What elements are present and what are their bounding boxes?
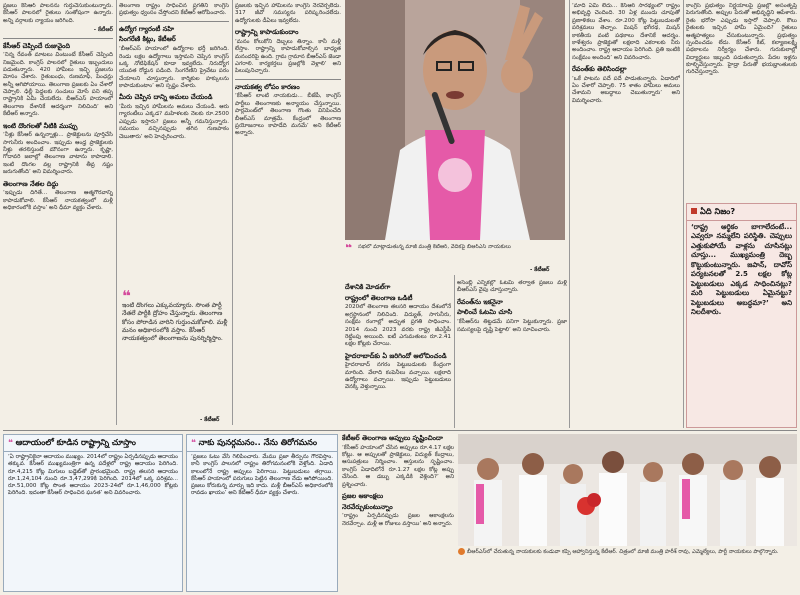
subheading: రాష్ట్రాన్ని కాపాడుకుందాం bbox=[235, 28, 299, 37]
paragraph: ‘నీళ్లు కేసీఆర్ ఉన్నన్నాళ్లు... ప్రాజెక్టులను పూర్తిచేసి సాగునీరు అందించాం. ఇప్పుడు ఆంధ్ర ప్రాజెక్టులకు నీళ్లు తరలిస్తుంటే మౌనంగా ఉన్నారు. కృష్ణా, గోదావరి జలాల్లో తెలంగాణ వాటాను కాపాడాలి. ఇంటి దొంగల వల్ల రాష్ట్రానికి తీవ్ర నష్టం జరుగుతోంది’ అని విమర్శించారు. bbox=[3, 132, 113, 176]
subheading: నెరవేర్చుకుంటున్నాం bbox=[342, 502, 393, 511]
paragraph: ‘ఒకే పాటను పదే పదే పాడుతున్నారు. ఏడాదిలో ఏం చేశారో చెప్పాలి. 75 శాతం హామీలు అమలు చేశామని అబద్ధాలు చెబుతున్నారు’ అని విమర్శించారు. bbox=[572, 75, 680, 104]
subheading: రేవంత్‌ను ఇకనైనా bbox=[457, 297, 503, 306]
paragraph: ‘రాష్ట్రం ఏర్పడినప్పుడు ప్రజల ఆకాంక్షలను నెరవేర్చాం. మళ్లీ ఆ రోజులు వస్తాయి’ అని అన్నారు. bbox=[342, 513, 454, 527]
subheading: రేవంత్‌కు తెలిసిందల్లా bbox=[572, 65, 627, 73]
paragraph: ‘బీఆర్ఎస్ హయాంలో ఉద్యోగాల భర్తీ జరిగింది. రెండు లక్షల ఉద్యోగాలు ఇస్తామని చెప్పిన కాంగ్రెస్ ఒక్క నోటిఫికేషన్ కూడా ఇవ్వలేదు. నిరుద్యోగ యువత రోడ్డున పడింది. సింగరేణిని ప్రైవేటు పరం చేయాలని చూస్తున్నారు. కార్మికుల హక్కులను కాపాడుకుంటాం’ అని స్పష్టం చేశారు. bbox=[119, 46, 229, 90]
column-2 bbox=[119, 3, 229, 285]
fact-box bbox=[686, 203, 797, 428]
fact-box-body: ‘రాష్ట్ర ఆర్థికం బాగాలేదంటే... ఎవ్వరూ నమ్మలేని పరిస్థితి. చెప్పులు ఎత్తుకుపోయే వాళ్లను చూసినట్లు చూస్తు... ముఖ్యమంత్రి దెబ్బ కొట్టుకుంటున్నారు. జపాన్, దావోస్ పర్యటనలతో 2.5 లక్షల కోట్ల పెట్టుబడులు ఎక్కడ సాధించినట్లు? మరి పెట్టుబడులు ఏమైనట్టు? పెట్టుబడులు అబద్ధమా?’ అని నిలదీశారు. bbox=[691, 223, 792, 316]
subheading: తెలంగాణ నేతల దిద్దు bbox=[3, 179, 59, 188]
paragraph: ‘నిన్న రేవంత్ మాటలు వింటుంటే కేసీఆర్ చెప్పింది నిజమైంది. కాంగ్రెస్ పాలనలో రైతులు ఇబ్బందులు పడుతున్నారు. 420 హామీలు ఇచ్చి ప్రజలను మోసం చేశారు. రైతుబంధు, రుణమాఫీ, పింఛన్లు అన్నీ ఆగిపోయాయి. తెలంగాణ ప్రజలకు ఏం చేశారో చెప్పాలి. ఢిల్లీ పెద్దలకు సంచులు మోసే పని తప్ప రాష్ట్రానికి ఏమీ చేయలేదు. బీఆర్ఎస్ హయాంలో తెలంగాణ దేశానికే ఆదర్శంగా నిలిచింది’ అని కేటీఆర్ అన్నారు. bbox=[3, 52, 113, 118]
regression-box-title bbox=[187, 435, 337, 452]
subheading: హైదరాబాద్‌కు ఏ జరిగిందో ఆలోచించండి bbox=[345, 351, 447, 360]
column-6 bbox=[686, 3, 797, 199]
subheading: దేశానికి మోడల్‌గా bbox=[345, 283, 391, 291]
divider bbox=[3, 38, 113, 39]
regression-box-body: ‘ప్రజలు ఓటు వేసి గెలిపించారు. మేము ప్రజా తీర్పును గౌరవిస్తాం. కానీ కాంగ్రెస్ పాలనలో రాష్ట్రం తిరోగమనంలోకి వెళ్తోంది. ఏడాది కాలంలోనే రాష్ట్ర అప్పులు పెరిగాయి. పెట్టుబడులు తగ్గాయి. కేసీఆర్ హయాంలో పరుగులు పెట్టిన తెలంగాణ నేడు ఆగిపోయింది. ప్రజలు కోరుకున్న మార్పు ఇది కాదు. మళ్లీ బీఆర్ఎస్ అధికారంలోకి రావడం ఖాయం’ అని కేటీఆర్ ధీమా వ్యక్తం చేశారు. bbox=[191, 454, 333, 497]
column-divider bbox=[232, 0, 233, 425]
column-divider bbox=[454, 275, 455, 428]
paragraph: హైదరాబాద్ నగరం పెట్టుబడులకు కేంద్రంగా మారింది. వేలాది కంపెనీలు వచ్చాయి. లక్షలాది ఉద్యోగాలు వచ్చాయి. ఇప్పుడు పెట్టుబడులు వెనక్కి వెళ్తున్నాయి. bbox=[345, 362, 451, 391]
column-1 bbox=[3, 3, 113, 428]
paragraph: కాంగ్రెస్ ప్రభుత్వం నిర్ణయాలపై ప్రజల్లో అసంతృప్తి పెరుగుతోంది. అప్పుల పేరుతో అభివృద్ధిని ఆపేశారు. రైతు భరోసా ఎప్పుడు ఇస్తారో చెప్పాలి. కౌలు రైతులకు ఇచ్చిన హామీ ఏమైంది? రైతులు ఆత్మహత్యలు చేసుకుంటున్నారు. ప్రభుత్వం స్పందించడం లేదు. కేసీఆర్ కిట్, కల్యాణలక్ష్మి పథకాలను నిర్వీర్యం చేశారు. గురుకులాల్లో విద్యార్థులు ఇబ్బంది పడుతున్నారు. పేదల ఇళ్లను కూల్చివేస్తున్నారు. హైడ్రా పేరుతో భయభ్రాంతులకు గురిచేస్తున్నారు. bbox=[686, 3, 797, 76]
subheading: ప్రజల ఆకాంక్షలు bbox=[342, 491, 384, 500]
paragraph: ‘మనం కోలుకోని దెబ్బలు తిన్నాం. కానీ మళ్లీ లేస్తాం. రాష్ట్రాన్ని కాపాడుకోవాల్సిన బాధ్యత మనందరిపై ఉంది. గ్రామ గ్రామాన బీఆర్ఎస్ జెండా ఎగరాలి. కార్యకర్తలు ప్రజల్లోకి వెళ్లాలి’ అని పిలుపునిచ్చారు. bbox=[235, 38, 341, 75]
paragraph: అసెంబ్లీ ఎన్నికల్లో ఓటమి తర్వాత ప్రజలు మళ్లీ బీఆర్ఎస్ వైపు చూస్తున్నారు. bbox=[457, 280, 567, 294]
revenue-box-title-text: ఆదాయంలో కూడిన రాష్ట్రాన్ని చూస్తాం bbox=[15, 437, 136, 447]
column-divider bbox=[116, 0, 117, 425]
photo-caption: సభలో మాట్లాడుతున్న మాజీ మంత్రి కేటీఆర్, వేదికపై బీఆర్ఎస్ నాయకులు bbox=[358, 244, 511, 250]
column-5b bbox=[572, 3, 680, 428]
revenue-box bbox=[3, 434, 183, 592]
quote-mark-icon: ❝ bbox=[8, 437, 16, 447]
subheading: కేసీఆర్ చెప్పిందే రుజువైంది bbox=[3, 41, 71, 50]
square-bullet-icon bbox=[691, 208, 697, 214]
quote-mark-icon: ❝ bbox=[345, 244, 353, 255]
column-5 bbox=[457, 280, 567, 428]
column-3 bbox=[235, 3, 341, 428]
group-illustration bbox=[458, 434, 797, 546]
column-divider bbox=[683, 0, 684, 428]
revenue-box-title bbox=[4, 435, 182, 452]
subheading: కేటీఆర్ తెలంగాణ అప్పులు సృష్టించిందా bbox=[342, 434, 443, 442]
quote-signature: - కేటీఆర్ bbox=[200, 417, 220, 423]
quote-text: ఇంటి దొంగలు ఎక్కువయ్యారు. సొంత పార్టీ నేతలే పార్టీకి ద్రోహం చేస్తున్నారు. తెలంగాణ కోసం పోరాడిన వారిని గుర్తుంచుకోవాలి. మళ్లీ మనం అధికారంలోకి వస్తాం. కేసీఆర్ నాయకత్వంలో తెలంగాణను పునర్నిర్మిస్తాం. bbox=[122, 302, 228, 343]
section-divider bbox=[3, 430, 797, 431]
intro-text: ప్రజలు కేసీఆర్ పాలనను గుర్తుచేసుకుంటున్నారు. కేసీఆర్ పాలనలో రైతులు సంతోషంగా ఉన్నారు. అన్ని వర్గాలకు న్యాయం జరిగింది. bbox=[3, 3, 113, 24]
divider bbox=[235, 79, 341, 80]
subheading: నాయకత్వ లోపం కారణం bbox=[235, 82, 300, 91]
subheading: సింగరేణి కిట్లు, కేటీఆర్ bbox=[119, 35, 176, 44]
group-photo-caption bbox=[458, 548, 797, 592]
subheading: రాష్ట్రంలో తెలంగాణ ఒడిటీ bbox=[345, 293, 413, 302]
intro-signature: - కేటీఆర్ bbox=[93, 27, 113, 34]
revenue-box-body: ‘ఏ రాష్ట్రానికైనా ఆదాయం ముఖ్యం. 2014లో రాష్ట్రం ఏర్పడినప్పుడు ఆదాయం తక్కువ. కేసీఆర్ ముఖ్యమంత్రిగా ఉన్న పదేళ్లలో రాష్ట్ర ఆదాయం పెరిగింది. రూ.4,215 కోట్ల మిగులు బడ్జెట్‌తో ప్రారంభమైంది. రాష్ట్ర తలసరి ఆదాయం రూ.1,24,104 నుంచి రూ.3,47,299కి పెరిగింది. 2014లో ఒక్క పరిశ్రమ... రూ.51,000 కోట్ల సొంత ఆదాయం 2023-24లో రూ.1,46,000 కోట్లకు పెరిగింది. ఇదంతా కేసీఆర్ సాధించిన ఘనత’ అని వివరించారు. bbox=[8, 454, 178, 497]
fact-box-title bbox=[687, 204, 796, 221]
quote-mark-icon: ❝ bbox=[122, 290, 131, 305]
paragraph: ‘మాది ఏమీ లేదు... కేసీఆర్ సారథ్యంలో రాష్ట్రం అభివృద్ధి చెందింది. 30 ఏళ్ల ముందు చూపుతో ప్రణాళికలు వేశాం. రూ.200 కోట్ల పెట్టుబడులతో పరిశ్రమలు తెచ్చాం. మిషన్ భగీరథ, మిషన్ కాకతీయ వంటి పథకాలు దేశానికే ఆదర్శం. కాళేశ్వరం ప్రాజెక్టుతో లక్షలాది ఎకరాలకు నీరు అందించాం. రాష్ట్ర ఆదాయం పెరిగింది. ప్రతి ఇంటికి సంక్షేమం అందింది’ అని వివరించారు. bbox=[572, 3, 680, 61]
speaker-illustration bbox=[345, 0, 565, 240]
paragraph: 2020లో తెలంగాణ తలసరి ఆదాయం దేశంలోనే అగ్రస్థానంలో నిలిచింది. విద్యుత్, సాగునీరు, సంక్షేమ రంగాల్లో అద్భుత ప్రగతి సాధించాం. 2014 నుంచి 2023 వరకు రాష్ట్ర జీఎస్డీపీ రెట్టింపు అయింది. ఐటీ ఎగుమతులు రూ.2.41 లక్షల కోట్లకు చేరాయి. bbox=[345, 304, 451, 348]
group-photo-caption-text: బీఆర్ఎస్‌లో చేరుతున్న నాయకులకు కండువా కప్పి ఆహ్వానిస్తున్న కేటీఆర్. చిత్రంలో మాజీ మంత్రి హరీశ్ రావు, ఎమ్మెల్యేలు, పార్టీ నాయకులు పాల్గొన్నారు. bbox=[467, 549, 779, 555]
pull-quote-2 bbox=[345, 244, 357, 264]
column-divider bbox=[569, 0, 570, 428]
regression-box-title-text: నాకు పునర్గమనం.. నేను తిరోగమనం bbox=[198, 437, 318, 447]
paragraph: ప్రజలకు ఇచ్చిన హామీలను కాంగ్రెస్ నెరవేర్చలేదు. 317 జీవో సమస్యను పరిష్కరించలేదు. ఉద్యోగులకు డీఏలు ఇవ్వలేదు. bbox=[235, 3, 341, 24]
divider bbox=[119, 21, 229, 22]
paragraph: ‘కేసీఆర్ హయాంలో చేసిన అప్పులు రూ.4.17 లక్షల కోట్లు. ఆ అప్పులతో ప్రాజెక్టులు, విద్యుత్ కేంద్రాలు, ఆసుపత్రులు నిర్మించాం. ఆస్తులను సృష్టించాం. కాంగ్రెస్ ఏడాదిలోనే రూ.1.27 లక్షల కోట్ల అప్పు చేసింది. ఆ డబ్బు ఎక్కడికి వెళ్లింది?’ అని ప్రశ్నించారు. bbox=[342, 444, 454, 488]
subheading: మీరు చెప్పిన దాన్ని అమలు చేయండి bbox=[119, 93, 213, 102]
paragraph: ‘మీరు ఇచ్చిన హామీలను అమలు చేయండి. ఆరు గ్యారంటీలు ఎక్కడ? మహిళలకు నెలకు రూ.2500 ఎప్పుడు ఇస్తారు? ప్రజలు అన్నీ గమనిస్తున్నారు. సమయం వచ్చినప్పుడు తగిన గుణపాఠం చెబుతారు’ అని హెచ్చరించారు. bbox=[119, 104, 229, 140]
column-4 bbox=[345, 280, 451, 428]
quote-mark-icon: ❝ bbox=[191, 437, 199, 447]
paragraph: తెలంగాణ రాష్ట్రం సాధించిన ప్రగతిని కాంగ్రెస్ ప్రభుత్వం ధ్వంసం చేస్తోందని కేటీఆర్ ఆరోపించారు. bbox=[119, 3, 229, 17]
pull-quote-ktr bbox=[122, 290, 230, 415]
subheading: ఇంటి దొంగలతో నీటికి ముప్పు bbox=[3, 121, 78, 130]
paragraph: ‘కేసీఆర్‌ను తిట్టడమే పనిగా పెట్టుకున్నారు. ప్రజా సమస్యలపై దృష్టి పెట్టాలి’ అని సూచించారు. bbox=[457, 319, 567, 333]
camera-icon bbox=[458, 548, 465, 555]
paragraph: ‘ఇప్పుడు దిగితే... తెలంగాణ ఆత్మగౌరవాన్ని కాపాడుకోవాలి. కేసీఆర్ నాయకత్వంలో మళ్లీ అధికారంలోకి వస్తాం’ అని ధీమా వ్యక్తం చేశారు. bbox=[3, 190, 113, 211]
column-7 bbox=[342, 434, 454, 592]
regression-box bbox=[186, 434, 338, 592]
quote-2-signature: - కేటీఆర్ bbox=[530, 267, 550, 273]
subheading: ఉద్యోగ గ్యారంటీ నహి bbox=[119, 24, 175, 33]
group-photo bbox=[458, 434, 797, 546]
paragraph: ‘కేసీఆర్ లాంటి నాయకుడు... బీజేపీ, కాంగ్రెస్ పార్టీలు తెలంగాణకు అన్యాయం చేస్తున్నాయి. పార్లమెంట్‌లో తెలంగాణ గొంతు వినిపించేది బీఆర్ఎస్ మాత్రమే. కేంద్రంలో తెలంగాణ ప్రయోజనాలు కాపాడేది మనమే’ అని కేటీఆర్ అన్నారు. bbox=[235, 93, 341, 137]
fact-box-title-text: ఏది నిజం? bbox=[700, 206, 736, 216]
ktr-speech-photo bbox=[345, 0, 565, 240]
subheading: పాలించే ఓటమి చూసి bbox=[457, 308, 513, 317]
